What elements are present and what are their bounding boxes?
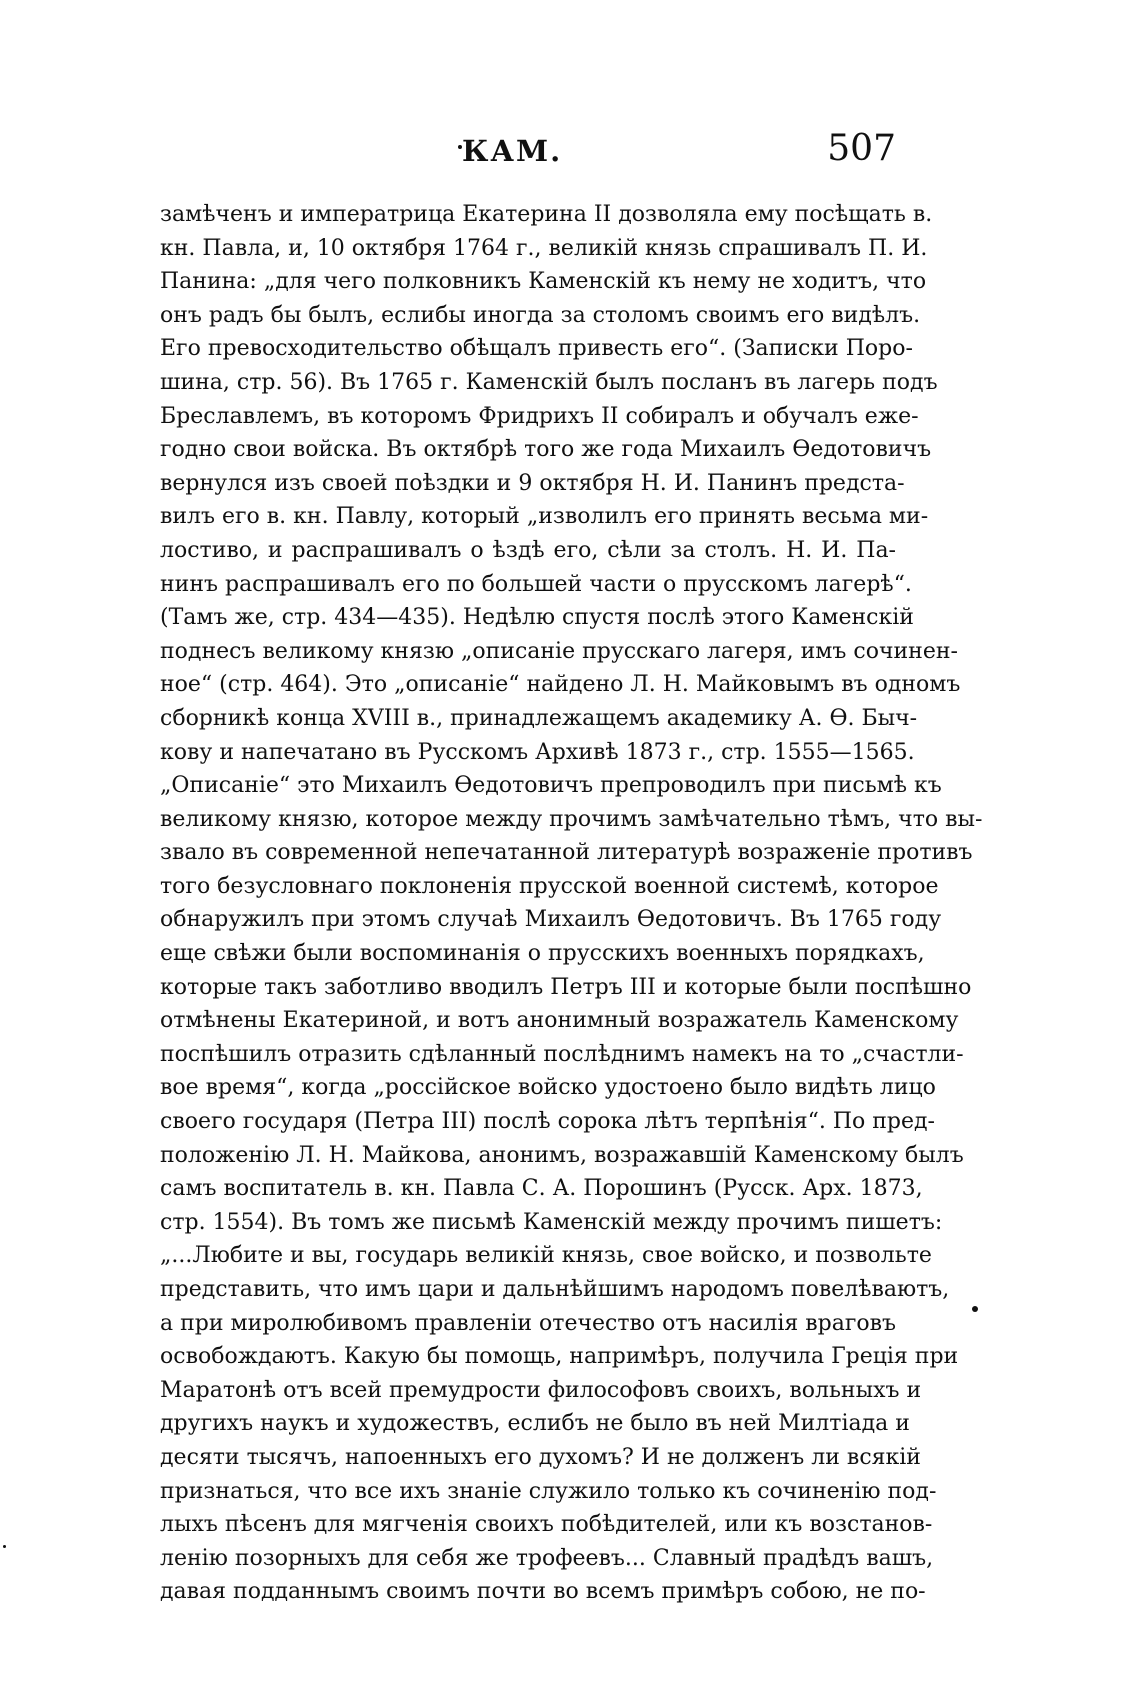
text-line: „Описаніе“ это Михаилъ Ѳедотовичъ препроводилъ при письмѣ къ <box>160 773 942 799</box>
text-line: вернулся изъ своей поѣздки и 9 октября Н. И. Панинъ предста- <box>160 470 905 496</box>
body-text <box>160 198 983 1609</box>
text-line: положенію Л. Н. Майкова, анонимъ, возражавшій Каменскому былъ <box>160 1142 964 1168</box>
text-line: шина, стр. 56). Въ 1765 г. Каменскій былъ посланъ въ лагерь подъ <box>160 369 938 395</box>
text-line: представить, что имъ цари и дальнѣйшимъ народомъ повелѣваютъ, <box>160 1277 950 1302</box>
page-header <box>160 128 896 178</box>
text-line: кн. Павла, и, 10 октября 1764 г., великій князь спрашивалъ П. И. <box>160 235 928 261</box>
text-line: онъ радъ бы былъ, еслибы иногда за столомъ своимъ его видѣлъ. <box>160 302 921 328</box>
text-line: освобождаютъ. Какую бы помощь, напримѣръ, получила Греція при <box>160 1344 959 1370</box>
text-line: Бреславлемъ, въ которомъ Фридрихъ II собиралъ и обучалъ еже- <box>160 403 919 429</box>
text-line: Его превосходительство обѣщалъ привесть его“. (Записки Поро- <box>160 336 913 362</box>
text-line: десяти тысячъ, напоенныхъ его духомъ? И не долженъ ли всякій <box>160 1444 921 1470</box>
text-line: поспѣшилъ отразить сдѣланный послѣднимъ намекъ на то „счастли- <box>160 1041 964 1067</box>
page-number: 507 <box>827 128 896 169</box>
text-line: другихъ наукъ и художествъ, еслибъ не было въ ней Милтіада и <box>160 1411 910 1437</box>
text-line: а при миролюбивомъ правленіи отечество отъ насилія враговъ <box>160 1310 896 1336</box>
running-head: КАМ. <box>462 134 563 168</box>
text-line: ное“ (стр. 464). Это „описаніе“ найдено Л. Н. Майковымъ въ одномъ <box>160 672 961 698</box>
text-line: „...Любите и вы, государь великій князь, свое войско, и позвольте <box>160 1243 932 1269</box>
text-line: нинъ распрашивалъ его по большей части о прусскомъ лагерѣ“. <box>160 571 912 597</box>
text-line: своего государя (Петра III) послѣ сорока лѣтъ терпѣнія“. По пред- <box>160 1109 935 1135</box>
ink-speck <box>458 145 462 149</box>
text-line: которые такъ заботливо вводилъ Петръ III и которые были поспѣшно <box>160 974 972 1000</box>
text-line: отмѣнены Екатериной, и вотъ анонимный возражатель Каменскому <box>160 1008 959 1034</box>
text-line: сборникѣ конца XVIII в., принадлежащемъ академику А. Ѳ. Быч- <box>160 705 918 731</box>
text-line: замѣченъ и императрица Екатерина II дозволяла ему посѣщать в. <box>160 202 933 227</box>
text-line: Панина: „для чего полковникъ Каменскій къ нему не ходитъ, что <box>160 269 927 295</box>
ink-speck <box>972 1306 978 1312</box>
text-line: звало въ современной непечатанной литературѣ возраженіе противъ <box>160 840 973 866</box>
text-line: (Тамъ же, стр. 434—435). Недѣлю спустя послѣ этого Каменскій <box>160 605 914 631</box>
text-line: давая подданнымъ своимъ почти во всемъ примѣръ собою, не по- <box>160 1579 926 1605</box>
text-line: того безусловнаго поклоненія прусской военной системѣ, которое <box>160 873 939 899</box>
text-line: лыхъ пѣсенъ для мягченія своихъ побѣдителей, или къ возстанов- <box>160 1512 933 1538</box>
text-line: великому князю, которое между прочимъ замѣчательно тѣмъ, что вы- <box>160 806 983 832</box>
text-line: стр. 1554). Въ томъ же письмѣ Каменскій между прочимъ пишетъ: <box>160 1209 943 1235</box>
text-line: обнаружилъ при этомъ случаѣ Михаилъ Ѳедотовичъ. Въ 1765 году <box>160 907 942 933</box>
text-line: Маратонѣ отъ всей премудрости философовъ своихъ, вольныхъ и <box>160 1377 922 1403</box>
text-line: лостиво, и распрашивалъ о ѣздѣ его, сѣли за столъ. Н. И. Па- <box>160 537 896 563</box>
text-line: ленію позорныхъ для себя же трофеевъ... Славный прадѣдъ вашъ, <box>160 1545 934 1571</box>
text-line: годно свои войска. Въ октябрѣ того же года Михаилъ Ѳедотовичъ <box>160 437 932 463</box>
text-line: поднесъ великому князю „описаніе прусскаго лагеря, имъ сочинен- <box>160 638 958 664</box>
text-line: еще свѣжи были воспоминанія о прусскихъ военныхъ порядкахъ, <box>160 941 925 967</box>
text-line: вое время“, когда „россійское войско удостоено было видѣть лицо <box>160 1075 936 1101</box>
ink-speck <box>3 1545 6 1548</box>
text-line: признаться, что все ихъ знаніе служило только къ сочиненію под- <box>160 1478 937 1504</box>
text-line: вилъ его в. кн. Павлу, который „изволилъ его принять весьма ми- <box>160 504 929 530</box>
text-line: самъ воспитатель в. кн. Павла С. А. Порошинъ (Русск. Арх. 1873, <box>160 1176 923 1202</box>
text-line: кову и напечатано въ Русскомъ Архивѣ 1873 г., стр. 1555—1565. <box>160 739 915 765</box>
